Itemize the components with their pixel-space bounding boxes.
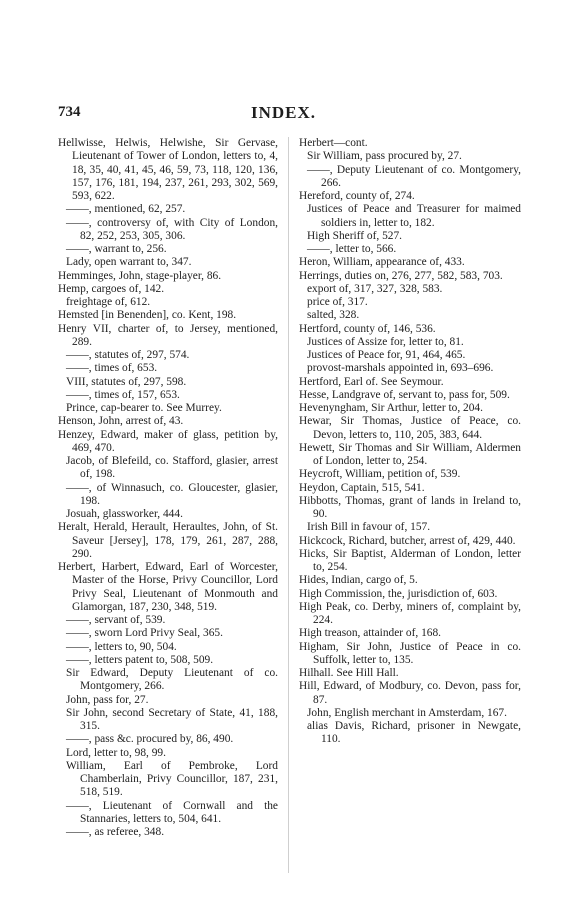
index-entry: Hesse, Landgrave of, servant to, pass for, 509.	[299, 388, 510, 401]
index-entry: Irish Bill in favour of, 157.	[307, 521, 431, 534]
index-entry: ——, sworn Lord Privy Seal, 365.	[66, 627, 223, 640]
index-entry: High treason, attainder of, 168.	[299, 627, 442, 640]
index-entry: ——, as referee, 348.	[66, 826, 165, 838]
index-column-right	[299, 137, 521, 747]
index-entry: Hibbotts, Thomas, grant of lands in Ireland to, 90.	[299, 494, 521, 520]
index-entry: Justices of Peace for, 91, 464, 465.	[307, 349, 466, 361]
index-entry: Jacob, of Blefeild, co. Stafford, glasier, arrest of, 198.	[66, 455, 278, 481]
index-entry: ——, mentioned, 62, 257.	[66, 203, 186, 216]
index-entry: ——, controversy of, with City of London, 82, 252, 253, 305, 306.	[66, 216, 278, 242]
index-entry: ——, letters patent to, 508, 509.	[66, 653, 214, 666]
index-column-left	[58, 137, 278, 839]
index-entry: Heycroft, William, petition of, 539.	[299, 468, 461, 481]
index-entry: Hellwisse, Helwis, Helwishe, Sir Gervase, Lieutenant of Tower of London, letters to, 4, 18, 35, 40, 41, 45, 46, 59, 73, 118, 120, 136, 157, 176, 181, 194, 237, 261, 293, 302, 569, 593, 622.	[58, 137, 278, 202]
index-entry: ——, warrant to, 256.	[66, 243, 167, 255]
index-entry: Lady, open warrant to, 347.	[66, 256, 192, 269]
index-entry: Sir John, second Secretary of State, 41, 188, 315.	[66, 706, 278, 732]
index-entry: Josuah, glassworker, 444.	[66, 508, 183, 520]
index-entry: Lord, letter to, 98, 99.	[66, 746, 166, 759]
index-entry: salted, 328.	[307, 309, 360, 322]
index-entry: Henson, John, arrest of, 43.	[58, 415, 184, 428]
index-entry: VIII, statutes of, 297, 598.	[66, 375, 187, 388]
index-entry: Heydon, Captain, 515, 541.	[299, 481, 425, 494]
index-entry: High Commission, the, jurisdiction of, 603.	[299, 587, 498, 600]
index-entry: Hickcock, Richard, butcher, arrest of, 429, 440.	[299, 534, 516, 547]
index-entry: ——, letters to, 90, 504.	[66, 640, 177, 653]
index-entry: price of, 317.	[307, 296, 368, 308]
index-entry: ——, of Winnasuch, co. Gloucester, glasier, 198.	[66, 481, 278, 507]
index-entry: High Peak, co. Derby, miners of, complaint by, 224.	[299, 600, 521, 626]
index-entry: Justices of Peace and Treasurer for maimed soldiers in, letter to, 182.	[307, 203, 521, 229]
index-entry: Sir Edward, Deputy Lieutenant of co. Montgomery, 266.	[66, 667, 278, 693]
index-entry: John, English merchant in Amsterdam, 167.	[307, 706, 507, 719]
index-entry: Hertford, Earl of. See Seymour.	[299, 375, 444, 388]
index-entry: ——, pass &c. procured by, 86, 490.	[66, 733, 234, 746]
index-entry: Hicks, Sir Baptist, Alderman of London, letter to, 254.	[299, 547, 521, 573]
index-entry: Higham, Sir John, Justice of Peace in co. Suffolk, letter to, 135.	[299, 640, 521, 666]
index-entry: ——, Lieutenant of Cornwall and the Stannaries, letters to, 504, 641.	[66, 799, 278, 825]
page-number: 734	[58, 104, 81, 120]
index-entry: Hereford, county of, 274.	[299, 190, 415, 202]
index-entry: High Sheriff of, 527.	[307, 229, 403, 242]
index-entry: ——, letter to, 566.	[307, 243, 397, 255]
column-divider	[288, 137, 289, 873]
index-entry: ——, servant of, 539.	[66, 614, 166, 626]
index-entry: provost-marshals appointed in, 693–696.	[307, 362, 494, 375]
index-entry: Hemsted [in Benenden], co. Kent, 198.	[58, 309, 237, 322]
index-entry: Hewett, Sir Thomas and Sir William, Aldermen of London, letter to, 254.	[299, 441, 521, 467]
index-entry: Henzey, Edward, maker of glass, petition by, 469, 470.	[58, 428, 278, 454]
index-entry: Herbert—cont.	[299, 137, 368, 149]
index-entry: John, pass for, 27.	[66, 693, 149, 706]
index-entry: William, Earl of Pembroke, Lord Chamberlain, Privy Councillor, 187, 231, 518, 519.	[66, 759, 278, 799]
index-entry: ——, times of, 157, 653.	[66, 388, 180, 401]
index-entry: Hemminges, John, stage-player, 86.	[58, 269, 222, 282]
index-entry: Hevenyngham, Sir Arthur, letter to, 204.	[299, 402, 483, 414]
index-entry: Hill, Edward, of Modbury, co. Devon, pass for, 87.	[299, 680, 521, 706]
index-entry: Heron, William, appearance of, 433.	[299, 256, 465, 269]
index-entry: Prince, cap-bearer to. See Murrey.	[66, 402, 222, 414]
index-entry: Henry VII, charter of, to Jersey, mentioned, 289.	[58, 322, 278, 348]
index-entry: ——, Deputy Lieutenant of co. Montgomery, 266.	[307, 163, 521, 189]
index-entry: freightage of, 612.	[66, 296, 151, 308]
index-entry: alias Davis, Richard, prisoner in Newgate, 110.	[307, 720, 521, 746]
index-entry: Hilhall. See Hill Hall.	[299, 667, 399, 679]
index-entry: Justices of Assize for, letter to, 81.	[307, 335, 464, 348]
index-entry: ——, times of, 653.	[66, 362, 158, 375]
index-entry: Hertford, county of, 146, 536.	[299, 322, 436, 335]
index-entry: Hemp, cargoes of, 142.	[58, 282, 165, 295]
index-entry: export of, 317, 327, 328, 583.	[307, 282, 443, 295]
index-entry: Hewar, Sir Thomas, Justice of Peace, co. Devon, letters to, 110, 205, 383, 644.	[299, 415, 521, 441]
index-entry: Herbert, Harbert, Edward, Earl of Worcester, Master of the Horse, Privy Councillor, Lord Privy Seal, Lieutenant of Monmouth and Glamorgan, 187, 230, 348, 519.	[58, 561, 278, 613]
index-entry: Sir William, pass procured by, 27.	[307, 150, 462, 163]
running-head: INDEX.	[250, 103, 317, 122]
index-entry: Herrings, duties on, 276, 277, 582, 583, 703.	[299, 269, 503, 282]
index-entry: Hides, Indian, cargo of, 5.	[299, 574, 418, 587]
index-entry: ——, statutes of, 297, 574.	[66, 349, 190, 361]
index-entry: Heralt, Herald, Herault, Heraultes, John, of St. Saveur [Jersey], 178, 179, 261, 287, 288, 290.	[58, 521, 278, 560]
